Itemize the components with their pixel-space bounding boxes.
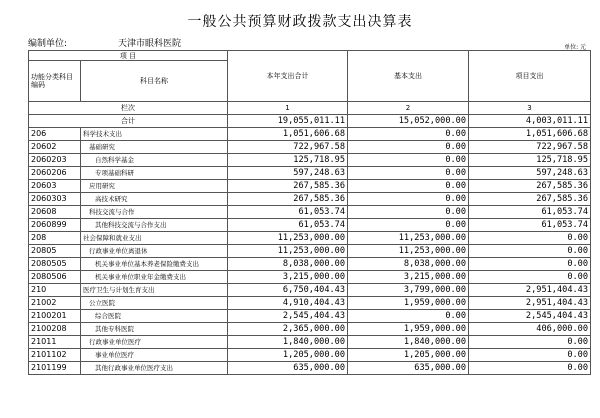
table-row: [29, 141, 591, 154]
basic-cell: 635,000.00: [348, 362, 469, 375]
project-cell: 2,545,404.43: [469, 310, 591, 323]
name-cell: 机关事业单位职业年金缴费支出: [81, 271, 228, 284]
total-cell: 722,967.58: [228, 141, 348, 154]
total-cell: 6,750,404.43: [228, 284, 348, 297]
unit-label: 编制单位:: [28, 39, 68, 49]
name-cell: 行政事业单位离退休: [81, 245, 228, 258]
table-row: [29, 284, 591, 297]
name-cell: 行政事业单位医疗: [81, 336, 228, 349]
total-basic: 15,052,000.00: [348, 115, 469, 128]
code-cell: 2100208: [29, 323, 81, 336]
table-row: [29, 336, 591, 349]
header-code: 功能分类科目编码: [29, 61, 81, 102]
total-total: 19,055,011.11: [228, 115, 348, 128]
unit-name: 天津市眼科医院: [118, 39, 182, 49]
seq-project: 3: [469, 102, 591, 115]
code-cell: 2060899: [29, 219, 81, 232]
code-cell: 208: [29, 232, 81, 245]
project-cell: 0.00: [469, 271, 591, 284]
total-cell: 1,205,000.00: [228, 349, 348, 362]
basic-cell: 1,840,000.00: [348, 336, 469, 349]
code-cell: 2101199: [29, 362, 81, 375]
table-row: [29, 128, 591, 141]
total-label: 合计: [29, 115, 228, 128]
code-cell: 20608: [29, 206, 81, 219]
code-cell: 2100201: [29, 310, 81, 323]
project-cell: 2,951,404.43: [469, 284, 591, 297]
basic-cell: 0.00: [348, 141, 469, 154]
expenditure-table: [28, 50, 591, 375]
total-cell: 267,585.36: [228, 180, 348, 193]
total-cell: 267,585.36: [228, 193, 348, 206]
table-row: [29, 219, 591, 232]
code-cell: 20603: [29, 180, 81, 193]
project-cell: 125,718.95: [469, 154, 591, 167]
total-cell: 125,718.95: [228, 154, 348, 167]
name-cell: 应用研究: [81, 180, 228, 193]
table-row: [29, 310, 591, 323]
code-cell: 210: [29, 284, 81, 297]
basic-cell: 11,253,000.00: [348, 245, 469, 258]
basic-cell: 3,799,000.00: [348, 284, 469, 297]
project-cell: 267,585.36: [469, 193, 591, 206]
total-cell: 597,248.63: [228, 167, 348, 180]
page-title: 一般公共预算财政拨款支出决算表: [187, 14, 413, 30]
basic-cell: 1,205,000.00: [348, 349, 469, 362]
name-cell: 科技交流与合作: [81, 206, 228, 219]
header-project-expense: 项目支出: [469, 51, 591, 102]
seq-total: 1: [228, 102, 348, 115]
table-row: [29, 349, 591, 362]
name-cell: 其他行政事业单位医疗支出: [81, 362, 228, 375]
total-cell: 1,051,606.68: [228, 128, 348, 141]
basic-cell: 0.00: [348, 219, 469, 232]
total-cell: 2,365,000.00: [228, 323, 348, 336]
table-row: [29, 154, 591, 167]
basic-cell: 1,959,000.00: [348, 323, 469, 336]
total-cell: 11,253,000.00: [228, 245, 348, 258]
currency-label: 单位: 元: [564, 44, 586, 51]
header-project: 项 目: [29, 51, 228, 61]
name-cell: 事业单位医疗: [81, 349, 228, 362]
code-cell: 2060303: [29, 193, 81, 206]
basic-cell: 0.00: [348, 193, 469, 206]
name-cell: 社会保障和就业支出: [81, 232, 228, 245]
basic-cell: 8,038,000.00: [348, 258, 469, 271]
project-cell: 2,951,404.43: [469, 297, 591, 310]
basic-cell: 1,959,000.00: [348, 297, 469, 310]
project-cell: 61,053.74: [469, 206, 591, 219]
basic-cell: 11,253,000.00: [348, 232, 469, 245]
name-cell: 其他专科医院: [81, 323, 228, 336]
basic-cell: 0.00: [348, 167, 469, 180]
basic-cell: 0.00: [348, 128, 469, 141]
table-row: [29, 297, 591, 310]
project-cell: 267,585.36: [469, 180, 591, 193]
table-row: [29, 258, 591, 271]
total-cell: 4,910,404.43: [228, 297, 348, 310]
basic-cell: 0.00: [348, 154, 469, 167]
basic-cell: 3,215,000.00: [348, 271, 469, 284]
basic-cell: 0.00: [348, 180, 469, 193]
project-cell: 0.00: [469, 245, 591, 258]
table-row: [29, 180, 591, 193]
code-cell: 2060206: [29, 167, 81, 180]
name-cell: 公立医院: [81, 297, 228, 310]
seq-row: [29, 102, 591, 115]
project-cell: 0.00: [469, 336, 591, 349]
name-cell: 医疗卫生与计划生育支出: [81, 284, 228, 297]
total-cell: 3,215,000.00: [228, 271, 348, 284]
table-row: [29, 362, 591, 375]
project-cell: 597,248.63: [469, 167, 591, 180]
basic-cell: 0.00: [348, 310, 469, 323]
code-cell: 2060203: [29, 154, 81, 167]
code-cell: 20602: [29, 141, 81, 154]
project-cell: 0.00: [469, 232, 591, 245]
table-row: [29, 232, 591, 245]
table-row: [29, 271, 591, 284]
project-cell: 61,053.74: [469, 219, 591, 232]
header-basic: 基本支出: [348, 51, 469, 102]
code-cell: 21002: [29, 297, 81, 310]
name-cell: 科学技术支出: [81, 128, 228, 141]
total-cell: 61,053.74: [228, 219, 348, 232]
name-cell: 机关事业单位基本养老保险缴费支出: [81, 258, 228, 271]
total-row: [29, 115, 591, 128]
project-cell: 0.00: [469, 258, 591, 271]
total-cell: 2,545,404.43: [228, 310, 348, 323]
total-cell: 635,000.00: [228, 362, 348, 375]
name-cell: 自然科学基金: [81, 154, 228, 167]
name-cell: 其他科技交流与合作支出: [81, 219, 228, 232]
project-cell: 1,051,606.68: [469, 128, 591, 141]
code-cell: 20805: [29, 245, 81, 258]
header-row-project: [29, 51, 591, 61]
project-cell: 0.00: [469, 349, 591, 362]
total-project: 4,003,011.11: [469, 115, 591, 128]
project-cell: 722,967.58: [469, 141, 591, 154]
header-name: 科目名称: [81, 61, 228, 102]
header-total: 本年支出合计: [228, 51, 348, 102]
code-cell: 2101102: [29, 349, 81, 362]
project-cell: 0.00: [469, 362, 591, 375]
code-cell: 21011: [29, 336, 81, 349]
code-cell: 206: [29, 128, 81, 141]
basic-cell: 0.00: [348, 206, 469, 219]
total-cell: 61,053.74: [228, 206, 348, 219]
code-cell: 2080506: [29, 271, 81, 284]
total-cell: 1,840,000.00: [228, 336, 348, 349]
code-cell: 2080505: [29, 258, 81, 271]
name-cell: 综合医院: [81, 310, 228, 323]
name-cell: 基础研究: [81, 141, 228, 154]
total-cell: 11,253,000.00: [228, 232, 348, 245]
seq-basic: 2: [348, 102, 469, 115]
name-cell: 高技术研究: [81, 193, 228, 206]
table-row: [29, 206, 591, 219]
table-row: [29, 193, 591, 206]
seq-label: 栏次: [29, 102, 228, 115]
total-cell: 8,038,000.00: [228, 258, 348, 271]
project-cell: 406,000.00: [469, 323, 591, 336]
name-cell: 专项基础科研: [81, 167, 228, 180]
table-row: [29, 245, 591, 258]
table-row: [29, 323, 591, 336]
table-row: [29, 167, 591, 180]
